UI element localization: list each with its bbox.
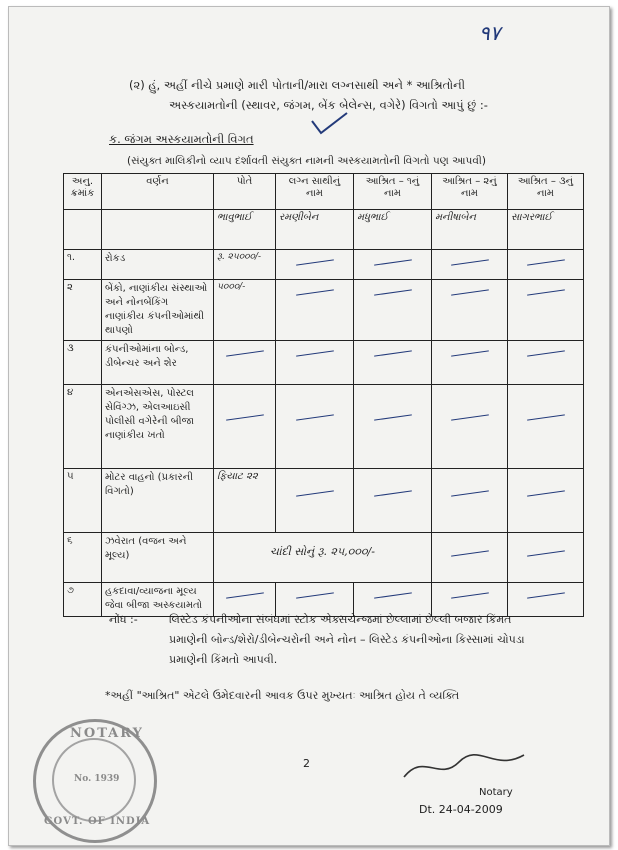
header-self: પોતે — [214, 174, 276, 210]
table-row — [64, 341, 584, 385]
dash-mark — [451, 414, 489, 420]
dash-mark — [527, 490, 565, 496]
dash-mark — [451, 490, 489, 496]
dash-mark — [527, 350, 565, 356]
signature-scribble-icon — [399, 747, 529, 787]
dash-mark — [527, 414, 565, 420]
dash-mark — [451, 289, 489, 295]
dash-mark — [527, 592, 565, 598]
dash-mark — [374, 490, 412, 496]
row-number: ૨ — [64, 280, 102, 341]
header-dependent-1: આશ્રિત – ૧નું નામ — [354, 174, 432, 210]
row-cell — [508, 341, 584, 385]
row-cell — [508, 583, 584, 617]
header-serial: અનુ. ક્રમાંક — [64, 174, 102, 210]
dash-mark — [296, 414, 334, 420]
row-cell — [508, 469, 584, 533]
notary-stamp — [33, 719, 157, 843]
row-description: હકદાવા/વ્યાજના મૂલ્ય જેવા બીજા અસ્કયામતો — [102, 583, 214, 617]
dash-mark — [527, 259, 565, 265]
notary-stamp-year: No. 1939 — [74, 774, 120, 784]
intro-line-2: અસ્કયામતોની (સ્થાવર, જંગમ, બેંક બેલેન્સ, વગેરે) વિગતો આપું છું :- — [169, 98, 488, 112]
dash-mark — [296, 259, 334, 265]
row-cell — [432, 280, 508, 341]
row-cell — [354, 385, 432, 469]
row-cell — [276, 341, 354, 385]
note-line-3: પ્રમાણેની કિંમતો આપવી. — [169, 653, 278, 666]
intro-line-1: (૨) હું, અહીં નીચે પ્રમાણે મારી પોતાની/મારા લગ્નસાથી અને * આશ્રિતોની — [129, 78, 465, 92]
row-self-value: ચાંદી સોનું રૂ. ૨૫,૦૦૦/- — [214, 533, 432, 583]
row-number: ૪ — [64, 385, 102, 469]
dash-mark — [374, 592, 412, 598]
row-description: બેંકો, નાણાંકીય સંસ્થાઓ અને નોનબેંકિંગ નાણાંકીય કંપનીઓમાંથી થાપણો — [102, 280, 214, 341]
table-row — [64, 469, 584, 533]
row-description: એનએસએસ, પોસ્ટલ સેવિંગ્ઝ, એલઆઇસી પોલીસી વગેરેની બીજા નાણાંકીય ખતો — [102, 385, 214, 469]
notary-label: Notary — [479, 787, 513, 798]
checkmark-icon — [309, 111, 349, 137]
header-description: વર્ણન — [102, 174, 214, 210]
row-cell — [354, 341, 432, 385]
dash-mark — [374, 350, 412, 356]
corner-handwritten-number: ٩٧ — [479, 21, 501, 45]
row-self-value: ફિયાટ ૨૨ — [214, 469, 276, 533]
row-number: ૭ — [64, 583, 102, 617]
note-label: નોંધ :- — [109, 613, 138, 626]
name-dependent-2: મનીષાબેન — [432, 210, 508, 250]
page-number: 2 — [303, 757, 310, 770]
row-cell — [276, 280, 354, 341]
dash-mark — [451, 259, 489, 265]
dash-mark — [296, 350, 334, 356]
row-self-value: રૂ. ૨૫૦૦૦/- — [214, 250, 276, 280]
name-spouse: રમણીબેન — [276, 210, 354, 250]
row-cell — [354, 469, 432, 533]
dash-mark — [451, 592, 489, 598]
dash-mark — [296, 490, 334, 496]
dash-mark — [226, 592, 264, 598]
movable-assets-table — [63, 173, 584, 617]
dash-mark — [451, 350, 489, 356]
notary-stamp-bottom-text: GOVT. OF INDIA — [44, 816, 151, 827]
row-description: ઝવેરાત (વજન અને મૂલ્ય) — [102, 533, 214, 583]
row-cell — [508, 250, 584, 280]
row-cell — [432, 385, 508, 469]
row-cell — [354, 250, 432, 280]
dash-mark — [527, 289, 565, 295]
dash-mark — [374, 259, 412, 265]
table-row — [64, 385, 584, 469]
table-row — [64, 250, 584, 280]
row-cell — [508, 280, 584, 341]
dash-mark — [226, 350, 264, 356]
row-number: ૩ — [64, 341, 102, 385]
document-page — [8, 6, 610, 846]
row-cell — [354, 280, 432, 341]
row-cell — [508, 533, 584, 583]
table-header-row — [64, 174, 584, 210]
row-cell — [276, 385, 354, 469]
name-dependent-3: સાગરભાઈ — [508, 210, 584, 250]
row-cell — [432, 341, 508, 385]
row-cell — [214, 385, 276, 469]
section-title: ક. જંગમ અસ્કયામતોની વિગત — [109, 132, 254, 146]
row-cell — [432, 250, 508, 280]
note-line-1: લિસ્ટેડ કંપનીઓના સંબંધમાં સ્ટોક એક્સચેન્જમાં છેલ્લામાં છેલ્લી બજાર કિંમત — [169, 613, 512, 626]
header-spouse: લગ્ન સાથીનું નામ — [276, 174, 354, 210]
row-cell — [214, 341, 276, 385]
row-cell — [432, 469, 508, 533]
dash-mark — [374, 414, 412, 420]
header-dependent-3: આશ્રિત – ૩નું નામ — [508, 174, 584, 210]
name-self: ભાવુભાઈ — [214, 210, 276, 250]
row-description: રોકડ — [102, 250, 214, 280]
note-line-2: પ્રમાણેની બોન્ડ/શેરો/ડીબેન્ચરોની અને નોન – લિસ્ટેડ કંપનીઓના કિસ્સામાં ચોપડા — [169, 633, 525, 646]
row-description: મોટર વાહનો (પ્રકારની વિગતો) — [102, 469, 214, 533]
table-row — [64, 533, 584, 583]
dash-mark — [451, 550, 489, 556]
row-cell — [276, 250, 354, 280]
row-number: ૫ — [64, 469, 102, 533]
notary-date: Dt. 24-04-2009 — [419, 803, 503, 816]
notary-stamp-top-text: NOTARY — [70, 726, 144, 741]
table-row — [64, 280, 584, 341]
header-dependent-2: આશ્રિત – ૨નું નામ — [432, 174, 508, 210]
names-cell-empty — [102, 210, 214, 250]
dash-mark — [374, 289, 412, 295]
dash-mark — [226, 414, 264, 420]
table-caption: (સંયુક્ત માલિકીનો વ્યાપ દર્શાવતી સંયુક્ત નામની અસ્કયામતોની વિગતો પણ આપવી) — [127, 155, 486, 167]
row-cell — [276, 469, 354, 533]
row-cell — [432, 533, 508, 583]
row-cell — [508, 385, 584, 469]
dash-mark — [296, 592, 334, 598]
row-number: ૬ — [64, 533, 102, 583]
name-dependent-1: મધુભાઈ — [354, 210, 432, 250]
dash-mark — [296, 289, 334, 295]
dash-mark — [527, 550, 565, 556]
row-self-value: ૫૦૦૦/- — [214, 280, 276, 341]
row-description: કંપનીઓમાંના બોન્ડ, ડીબેન્ચર અને શેર — [102, 341, 214, 385]
row-number: ૧. — [64, 250, 102, 280]
names-cell-empty — [64, 210, 102, 250]
names-row — [64, 210, 584, 250]
footnote: *અહીં "આશ્રિત" એટલે ઉમેદવારની આવક ઉપર મુખ્યતઃ આશ્રિત હોય તે વ્યક્તિ — [105, 689, 460, 702]
